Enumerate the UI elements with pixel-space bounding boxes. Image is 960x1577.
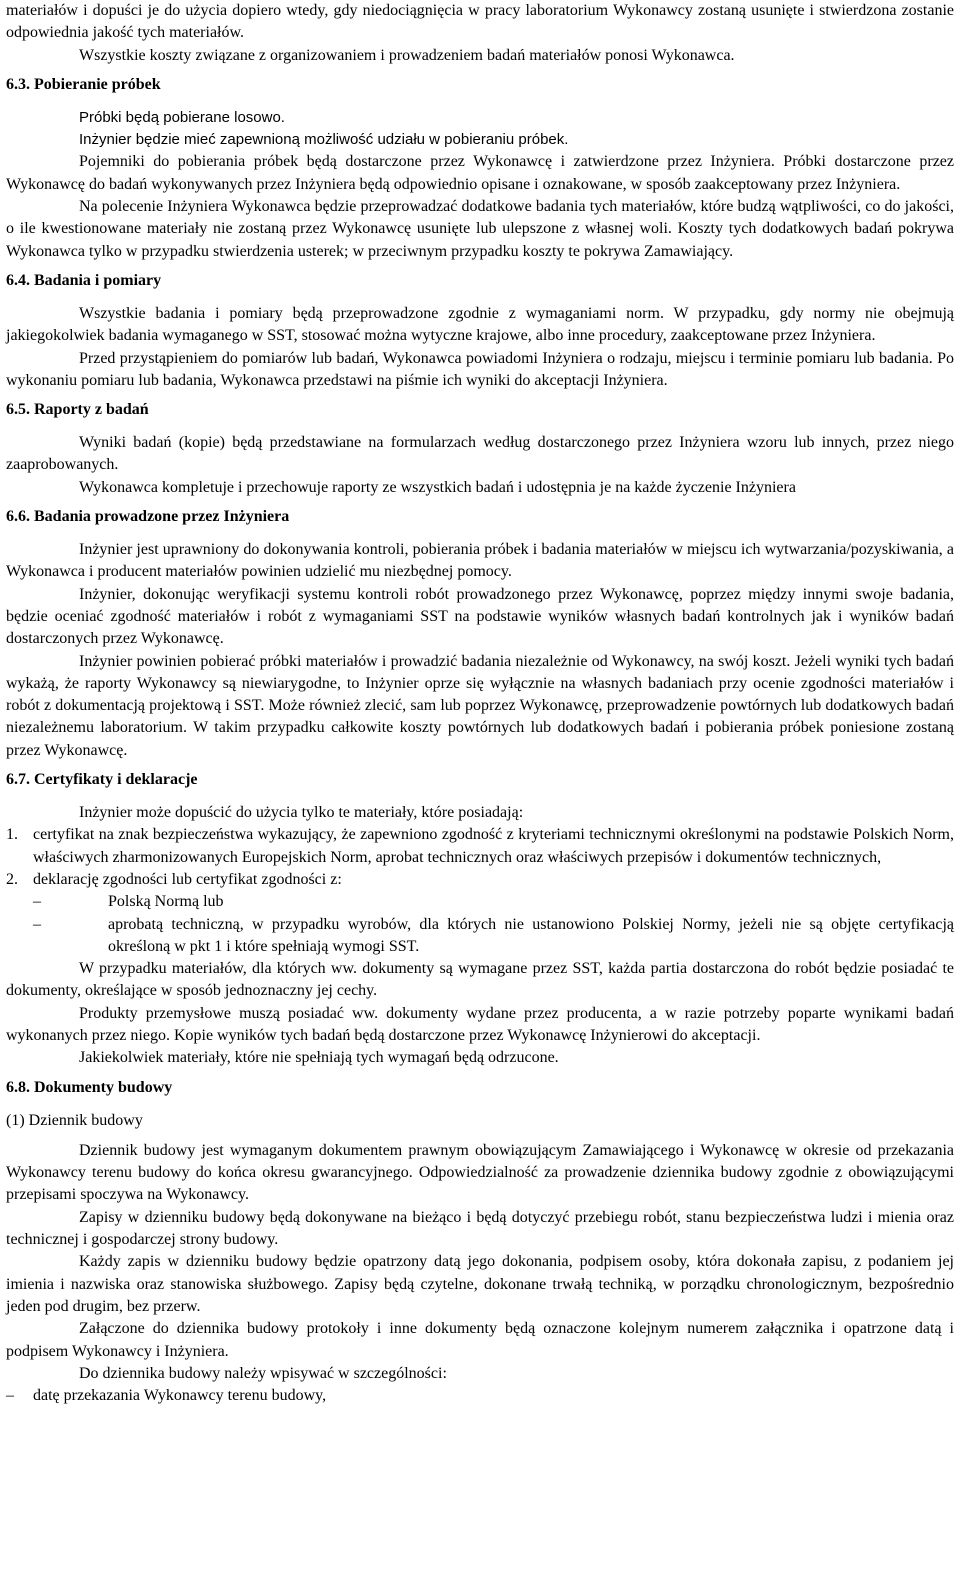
paragraph: Zapisy w dzienniku budowy będą dokonywane na bieżąco i będą dotyczyć przebiegu robót, stanu bezpieczeństwa ludzi i mienia oraz technicznej i gospodarczej strony budowy. (6, 1208, 954, 1249)
dash-bullet: – (6, 1387, 14, 1405)
paragraph: Każdy zapis w dzienniku budowy będzie opatrzony datą jego dokonania, podpisem osoby, która dokonała zapisu, z podaniem jej imienia i nazwiska oraz stanowiska służbowego. Zapisy będą czytelne, dokonane trwałą techniką, w porządku chronologicznym, bezpośrednio jeden pod drugim, bez przerw. (6, 1253, 954, 1315)
dash-list-item (6, 891, 954, 913)
paragraph: Pojemniki do pobierania próbek będą dostarczone przez Wykonawcę i zatwierdzone przez Inżyniera. Próbki dostarczone przez Wykonawcę do badań wykonywanych przez Inżyniera będą odpowiednio opisane i oznakowane, w sposób zaakceptowany przez Inżyniera. (6, 153, 954, 193)
list-item-text: certyfikat na znak bezpieczeństwa wykazujący, że zapewniono zgodność z kryteriami technicznymi określonymi na podstawie Polskich Norm, właściwych zharmonizowanych Europejskich Norm, aprobat technicznych oraz właściwych przepisów i dokumentów technicznych, (33, 826, 954, 866)
dash-bullet: – (33, 915, 41, 933)
section-heading-6-6: 6.6. Badania prowadzone przez Inżyniera (6, 508, 290, 526)
section-heading-6-3: 6.3. Pobieranie próbek (6, 75, 161, 93)
paragraph: Inżynier będzie mieć zapewnioną możliwość udziału w pobieraniu próbek. (79, 131, 569, 149)
dash-item-text: Polską Normą lub (108, 893, 224, 911)
paragraph: Jakiekolwiek materiały, które nie spełniają tych wymagań będą odrzucone. (79, 1049, 559, 1067)
list-item (6, 824, 954, 869)
paragraph: Na polecenie Inżyniera Wykonawca będzie przeprowadzać dodatkowe badania tych materiałów, które budzą wątpliwości, co do jakości, o ile kwestionowane materiały nie zostaną przez Wykonawcę usunięte lub ulepszone z własnej woli. Koszty tych dodatkowych badań pokrywa Wykonawca tylko w przypadku stwierdzenia usterek; w przeciwnym przypadku koszty te pokrywa Zamawiający. (6, 198, 954, 260)
paragraph: W przypadku materiałów, dla których ww. dokumenty są wymagane przez SST, każda partia dostarczona do robót będzie posiadać te dokumenty, określające w sposób jednoznaczny jej cechy. (6, 960, 954, 1000)
paragraph: Produkty przemysłowe muszą posiadać ww. dokumenty wydane przez producenta, a w razie potrzeby poparte wynikami badań wykonanych przez niego. Kopie wyników tych badań będą dostarczone przez Wykonawcę Inżynierowi do akceptacji. (6, 1004, 954, 1044)
subsection-title: (1) Dziennik budowy (6, 1111, 143, 1129)
section-heading-6-5: 6.5. Raporty z badań (6, 401, 149, 419)
paragraph: Przed przystąpieniem do pomiarów lub badań, Wykonawca powiadomi Inżyniera o rodzaju, miejscu i terminie pomiaru lub badania. Po wykonaniu pomiaru lub badania, Wykonawca przedstawi na piśmie ich wyniki do akceptacji Inżyniera. (6, 349, 954, 389)
paragraph: Wszystkie badania i pomiary będą przeprowadzone zgodnie z wymaganiami norm. W przypadku, gdy normy nie obejmują jakiegokolwiek badania wymaganego w SST, stosować można wytyczne krajowe, albo inne procedury, zaakceptowane przez Inżyniera. (6, 304, 954, 345)
section-heading-6-8: 6.8. Dokumenty budowy (6, 1078, 173, 1096)
dash-list-item (6, 1385, 954, 1407)
list-item-text: deklarację zgodności lub certyfikat zgodności z: (33, 870, 342, 888)
paragraph: Wyniki badań (kopie) będą przedstawiane na formularzach według dostarczonego przez Inżyniera wzoru lub innych, przez niego zaaprobowanych. (6, 434, 954, 474)
paragraph: Wszystkie koszty związane z organizowaniem i prowadzeniem badań materiałów ponosi Wykonawca. (79, 46, 735, 64)
dash-item-text: aprobatą techniczną, w przypadku wyrobów, dla których nie ustanowiono Polskiej Normy, jeżeli nie są objęte certyfikacją określoną w pkt 1 i które spełniają wymogi SST. (108, 915, 954, 955)
paragraph: materiałów i dopuści je do użycia dopiero wtedy, gdy niedociągnięcia w pracy laboratorium Wykonawcy zostaną usunięte i stwierdzona zostanie odpowiednia jakość tych materiałów. (6, 2, 954, 42)
paragraph: Dziennik budowy jest wymaganym dokumentem prawnym obowiązującym Zamawiającego i Wykonawcę w okresie od przekazania Wykonawcy terenu budowy do końca okresu gwarancyjnego. Odpowiedzialność za prowadzenie dziennika budowy zgodnie z obowiązującymi przepisami spoczywa na Wykonawcy. (6, 1141, 954, 1204)
dash-bullet: – (33, 893, 41, 911)
paragraph: Inżynier może dopuścić do użycia tylko te materiały, które posiadają: (79, 804, 524, 822)
section-heading-6-7: 6.7. Certyfikaty i deklaracje (6, 771, 198, 789)
paragraph: Inżynier, dokonując weryfikacji systemu kontroli robót prowadzonego przez Wykonawcę, poprzez między innymi swoje badania, będzie oceniać zgodność materiałów i robót z wymaganiami SST na podstawie wyników własnych badań kontrolnych jak i wyników badań dostarczonych przez Wykonawcę. (6, 585, 954, 648)
paragraph: Załączone do dziennika budowy protokoły i inne dokumenty będą oznaczone kolejnym numerem załącznika i opatrzone datą i podpisem Wykonawcy i Inżyniera. (6, 1320, 954, 1360)
list-number: 1. (6, 826, 18, 844)
dash-item-text: datę przekazania Wykonawcy terenu budowy, (33, 1387, 327, 1405)
paragraph: Do dziennika budowy należy wpisywać w szczególności: (79, 1364, 447, 1382)
section-heading-6-4: 6.4. Badania i pomiary (6, 271, 162, 289)
dash-list-item (6, 914, 954, 959)
list-number: 2. (6, 870, 18, 888)
list-item (6, 869, 954, 891)
paragraph: Próbki będą pobierane losowo. (79, 108, 285, 126)
paragraph: Inżynier powinien pobierać próbki materiałów i prowadzić badania niezależnie od Wykonawcy, na swój koszt. Jeżeli wyniki tych badań wykażą, że raporty Wykonawcy są niewiarygodne, to Inżynier oprze się wyłącznie na własnych badaniach przy ocenie zgodności materiałów i robót z dokumentacją projektową i SST. Może również zlecić, sam lub poprzez Wykonawcę, przeprowadzenie powtórnych lub dodatkowych badań niezależnemu laboratorium. W takim przypadku całkowite koszty powtórnych lub dodatkowych badań i pobierania próbek poniesione zostaną przez Wykonawcę. (6, 652, 954, 759)
paragraph: Wykonawca kompletuje i przechowuje raporty ze wszystkich badań i udostępnia je na każde życzenie Inżyniera (79, 478, 796, 496)
paragraph: Inżynier jest uprawniony do dokonywania kontroli, pobierania próbek i badania materiałów w miejscu ich wytwarzania/pozyskiwania, a Wykonawca i producent materiałów powinien udzielić mu niezbędnej pomocy. (6, 541, 954, 581)
